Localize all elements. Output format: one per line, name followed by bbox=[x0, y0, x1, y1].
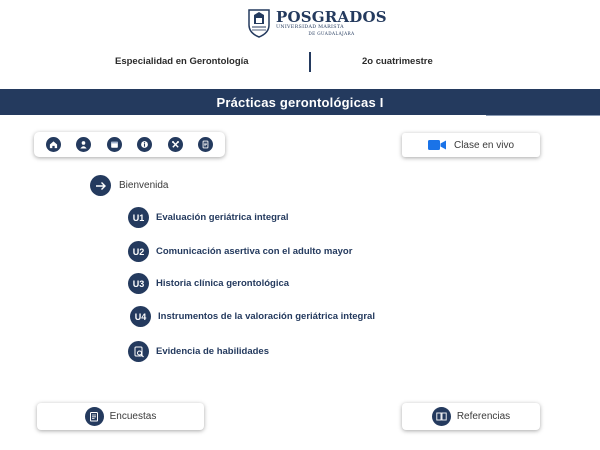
clipboard-icon bbox=[85, 407, 104, 426]
unit-3-badge: U3 bbox=[128, 273, 149, 294]
video-camera-icon bbox=[428, 139, 446, 151]
unit-1-link[interactable] bbox=[128, 207, 289, 228]
posgrados-logo bbox=[246, 7, 387, 39]
references-label: Referencias bbox=[456, 411, 511, 422]
welcome-label: Bienvenida bbox=[119, 180, 169, 191]
unit-2-title: Comunicación asertiva con el adulto mayor bbox=[156, 246, 353, 257]
unit-1-badge: U1 bbox=[128, 207, 149, 228]
program-name: Especialidad en Gerontología bbox=[115, 56, 249, 67]
term-label: 2o cuatrimestre bbox=[362, 56, 433, 67]
evidence-search-icon bbox=[128, 341, 149, 362]
course-title: Prácticas gerontológicas I bbox=[216, 94, 384, 110]
live-class-button[interactable] bbox=[402, 133, 540, 157]
book-icon bbox=[432, 407, 451, 426]
unit-3-link[interactable] bbox=[128, 273, 289, 294]
calendar-icon[interactable] bbox=[107, 137, 122, 152]
references-button[interactable] bbox=[402, 403, 540, 430]
home-icon[interactable] bbox=[46, 137, 61, 152]
unit-2-badge: U2 bbox=[128, 241, 149, 262]
evidence-label: Evidencia de habilidades bbox=[156, 346, 269, 357]
logo-subtitle-2: DE GUADALAJARA bbox=[308, 30, 355, 36]
unit-4-badge: U4 bbox=[130, 306, 151, 327]
logo-subtitle: UNIVERSIDAD MARISTA bbox=[276, 25, 344, 30]
unit-4-title: Instrumentos de la valoración geriátrica integral bbox=[158, 311, 375, 322]
unit-2-link[interactable] bbox=[128, 241, 352, 262]
evidence-link[interactable] bbox=[128, 341, 269, 362]
user-icon[interactable] bbox=[76, 137, 91, 152]
arrow-right-icon bbox=[90, 175, 111, 196]
course-toolbar bbox=[34, 132, 225, 157]
unit-4-link[interactable] bbox=[130, 306, 375, 327]
welcome-link[interactable] bbox=[90, 175, 168, 196]
surveys-button[interactable] bbox=[37, 403, 204, 430]
tools-icon[interactable] bbox=[168, 137, 183, 152]
crest-icon bbox=[246, 7, 272, 39]
title-accent-line bbox=[486, 115, 600, 116]
header-divider bbox=[309, 52, 311, 72]
live-class-label: Clase en vivo bbox=[453, 139, 515, 151]
logo-title: POSGRADOS bbox=[276, 8, 387, 26]
course-title-bar bbox=[0, 89, 600, 115]
unit-3-title: Historia clínica gerontológica bbox=[156, 278, 290, 289]
info-icon[interactable] bbox=[137, 137, 152, 152]
surveys-label: Encuestas bbox=[109, 411, 157, 422]
document-icon[interactable] bbox=[198, 137, 213, 152]
unit-1-title: Evaluación geriátrica integral bbox=[156, 212, 289, 223]
